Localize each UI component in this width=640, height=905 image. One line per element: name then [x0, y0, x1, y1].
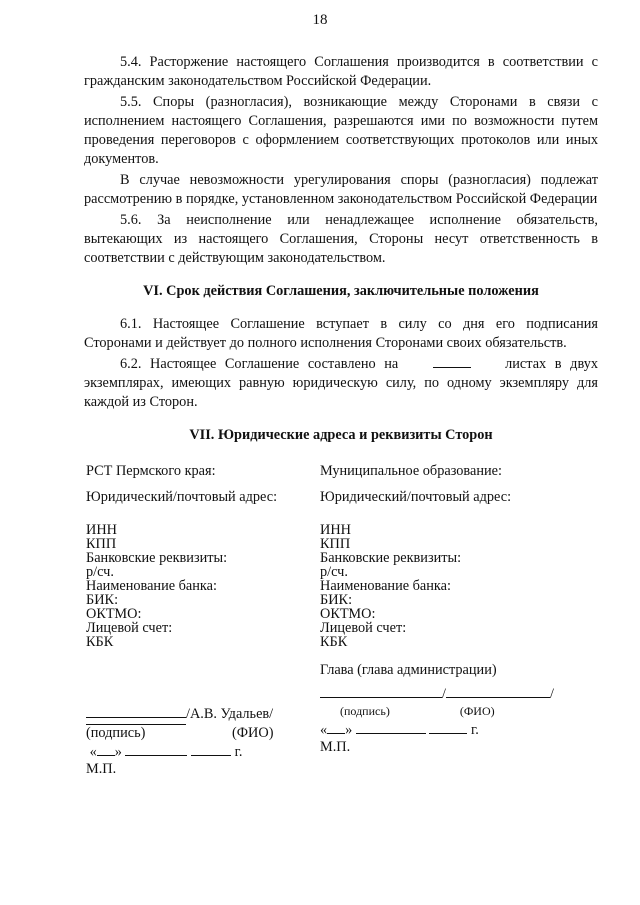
sheets-count-blank — [433, 355, 471, 368]
clause-5-5-continuation: В случае невозможности урегулирования споры (разногласия) подлежат рассмотрению в порядке, установленном законодательством Российской Федерации — [84, 172, 598, 207]
left-signer-name: /А.В. Удальев/ — [186, 706, 274, 722]
left-date-close-quote: » — [114, 744, 122, 760]
right-bank-details: Банковские реквизиты: — [320, 550, 462, 566]
right-party-name: Муниципальное образование: — [320, 463, 502, 479]
right-account: р/сч. — [320, 564, 348, 580]
right-captions — [320, 703, 554, 720]
section-6-heading: VI. Срок действия Соглашения, заключительные положения — [143, 283, 539, 299]
party-right-details — [320, 463, 600, 679]
right-bik: БИК: — [320, 592, 353, 608]
left-date-open-quote: « — [89, 744, 97, 760]
clause-5-4: 5.4. Расторжение настоящего Соглашения производится в соответствии с гражданским законодательством Российской Федерации. — [84, 54, 598, 89]
left-party-name: РСТ Пермского края: — [86, 463, 216, 479]
right-bank-name: Наименование банка: — [320, 578, 451, 594]
clause-6-2-end: листах в двух экземплярах, имеющих равную юридическую силу, по одному экземпляру для каждой из Сторон. — [84, 356, 598, 410]
left-day-field — [97, 742, 115, 756]
left-address-label: Юридический/почтовый адрес: — [86, 489, 278, 505]
right-fio-field — [446, 684, 550, 698]
right-head-title: Глава (глава администрации) — [320, 662, 497, 678]
left-oktmo: ОКТМО: — [86, 606, 142, 622]
right-date-open-quote: « — [320, 722, 328, 738]
left-kpp: КПП — [86, 536, 117, 552]
right-inn: ИНН — [320, 522, 351, 538]
clause-6-2-start: 6.2. Настоящее Соглашение составлено на — [120, 356, 399, 372]
agreement-body — [84, 53, 598, 459]
clause-6-2 — [84, 355, 598, 412]
right-kpp: КПП — [320, 536, 351, 552]
left-sign-caption: (подпись) — [86, 724, 186, 742]
right-sign-caption: (подпись) — [340, 704, 390, 718]
left-signature-block — [86, 704, 273, 778]
left-signature-field — [86, 704, 186, 718]
left-year-field — [191, 742, 231, 756]
left-captions — [86, 723, 273, 742]
clause-5-5: 5.5. Споры (разногласия), возникающие между Сторонами в связи с исполнением настоящего Соглашения, разрешаются ими по возможности путем проведения переговоров с оформлением соответствующих протоколов или иных документов. — [84, 94, 598, 167]
left-date-line — [86, 742, 273, 761]
clause-5-6: 5.6. За неисполнение или ненадлежащее исполнение обязательств, вытекающих из настоящего Соглашения, Стороны несут ответственность в соответствии с действующим законодательством. — [84, 212, 598, 266]
left-kbk: КБК — [86, 634, 114, 650]
left-signature-line — [86, 704, 273, 723]
left-bank-name: Наименование банка: — [86, 578, 217, 594]
right-oktmo: ОКТМО: — [320, 606, 376, 622]
page-number: 18 — [312, 12, 328, 28]
right-fio-caption: (ФИО) — [459, 704, 495, 718]
clause-6-1: 6.1. Настоящее Соглашение вступает в силу со дня его подписания Сторонами и действует до полного исполнения Сторонами своих обязательств. — [84, 316, 598, 351]
left-month-field — [125, 742, 187, 756]
party-left-details — [86, 463, 306, 649]
right-signature-block — [320, 684, 554, 756]
right-year-field — [429, 720, 467, 734]
right-slash-1: / — [442, 686, 446, 702]
right-slash-2: / — [549, 686, 554, 702]
right-date-close-quote: » — [345, 722, 353, 738]
left-account: р/сч. — [86, 564, 114, 580]
right-year-suffix: г. — [471, 722, 479, 738]
right-kbk: КБК — [320, 634, 348, 650]
left-fio-caption: (ФИО) — [232, 725, 274, 741]
left-personal-account: Лицевой счет: — [86, 620, 173, 636]
right-date-line — [320, 720, 554, 739]
left-bik: БИК: — [86, 592, 119, 608]
right-stamp: М.П. — [320, 739, 351, 755]
section-7-heading: VII. Юридические адреса и реквизиты Сторон — [189, 427, 493, 443]
right-month-field — [356, 720, 426, 734]
right-requisites — [320, 523, 600, 649]
right-signature-field — [320, 684, 442, 698]
left-year-suffix: г. — [234, 744, 243, 760]
right-address-label: Юридический/почтовый адрес: — [320, 489, 512, 505]
left-bank-details: Банковские реквизиты: — [86, 550, 228, 566]
right-personal-account: Лицевой счет: — [320, 620, 407, 636]
left-requisites — [86, 523, 306, 649]
left-inn: ИНН — [86, 522, 117, 538]
left-stamp: М.П. — [86, 761, 117, 777]
right-signature-line — [320, 684, 554, 703]
right-day-field — [327, 720, 345, 734]
